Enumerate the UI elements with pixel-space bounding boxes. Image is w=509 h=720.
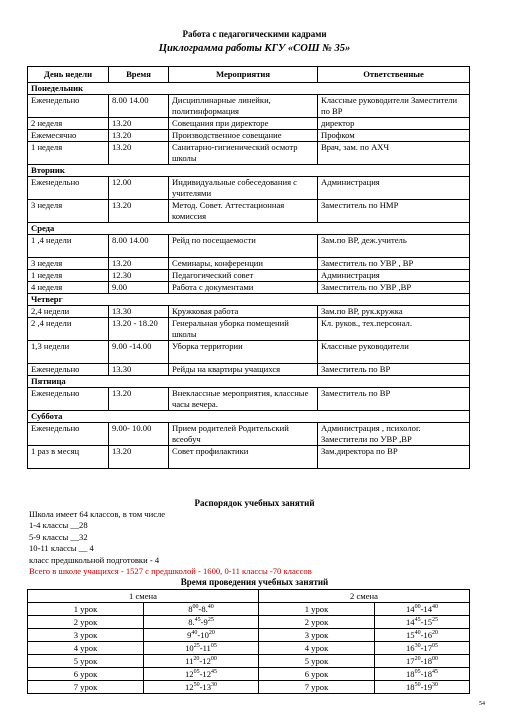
- time-minutes: 00: [192, 603, 199, 610]
- activity-cell: Уборка территории: [169, 341, 318, 364]
- lesson-row: [28, 642, 470, 655]
- lesson-time: [375, 629, 470, 642]
- activity-cell: Семинары, конференции: [169, 258, 318, 270]
- time-cell: 9.00- 10.00: [109, 423, 169, 446]
- table-row: [28, 258, 470, 270]
- period-cell: Еженедельно: [28, 423, 109, 446]
- activity-cell: Кружковая работа: [169, 306, 318, 318]
- lesson-label: [28, 629, 144, 642]
- lesson-name: 6 урок: [304, 668, 329, 679]
- time-minutes: 40: [432, 603, 439, 610]
- day-label: Четверг: [28, 294, 470, 306]
- lesson-row: [28, 681, 470, 694]
- time-minutes: 40: [414, 629, 421, 636]
- responsible-cell: Зам.по ВР, рук.кружка: [318, 306, 470, 318]
- lesson-name: 7 урок: [73, 681, 98, 692]
- responsible-cell: Профком: [318, 130, 470, 142]
- period-cell: Еженедельно: [28, 388, 109, 411]
- time-hours: -11: [199, 642, 211, 653]
- lesson-name: 5 урок: [304, 655, 329, 666]
- time-hours: -13: [199, 681, 212, 692]
- time-cell: 13.20: [109, 142, 169, 165]
- lesson-name: 7 урок: [304, 681, 329, 692]
- time-minutes: 20: [208, 629, 215, 636]
- time-minutes: 45: [432, 668, 439, 675]
- lesson-label: [259, 681, 375, 694]
- period-cell: Ежемесячно: [28, 130, 109, 142]
- responsible-cell: Классные руководители: [318, 341, 470, 364]
- responsible-cell: Зам.по ВР, деж.учитель: [318, 235, 470, 258]
- activity-cell: Дисциплинарные линейки, политинформация: [169, 95, 318, 118]
- lesson-name: 3 урок: [304, 629, 329, 640]
- period-cell: Еженедельно: [28, 177, 109, 200]
- time-minutes: 05: [432, 642, 439, 649]
- period-cell: 2 неделя: [28, 118, 109, 130]
- day-header-row: [28, 83, 470, 95]
- time-minutes: 30: [211, 681, 218, 688]
- time-cell: 13.20: [109, 118, 169, 130]
- lesson-name: 1 урок: [304, 603, 329, 614]
- table-header-row: [28, 67, 470, 83]
- lessons-table: [27, 589, 470, 694]
- time-hours: -9: [200, 616, 208, 627]
- time-hours: 16: [405, 642, 415, 653]
- time-hours: -18: [420, 655, 433, 666]
- activity-cell: Работа с документами: [169, 282, 318, 294]
- time-hours: 11: [185, 655, 194, 666]
- activity-cell: Совещания при директоре: [169, 118, 318, 130]
- routine-line: Школа имеет 64 классов, в том числе: [29, 509, 166, 519]
- period-cell: 3 неделя: [28, 258, 109, 270]
- lesson-label: [259, 629, 375, 642]
- table-row: [28, 270, 470, 282]
- lesson-time: [144, 616, 259, 629]
- day-label: Суббота: [28, 411, 470, 423]
- lesson-label: [28, 616, 144, 629]
- shift1-header: 1 смена: [28, 590, 259, 603]
- lesson-label: [259, 642, 375, 655]
- lesson-label: [259, 655, 375, 668]
- lessons-title: Время проведения учебных занятий: [180, 577, 329, 587]
- lesson-time: [144, 629, 259, 642]
- lesson-time: [375, 681, 470, 694]
- day-header-row: [28, 376, 470, 388]
- responsible-cell: Врач, зам. по АХЧ: [318, 142, 470, 165]
- time-cell: 13.30: [109, 364, 169, 376]
- time-minutes: 30: [414, 642, 421, 649]
- period-cell: 4 неделя: [28, 282, 109, 294]
- time-hours: 14: [405, 616, 415, 627]
- lesson-label: [28, 668, 144, 681]
- lesson-row: [28, 655, 470, 668]
- table-row: [28, 130, 470, 142]
- day-label: Пятница: [28, 376, 470, 388]
- table-row: [28, 282, 470, 294]
- period-cell: 1,3 недели: [28, 341, 109, 364]
- time-hours: 15: [405, 629, 415, 640]
- lesson-row: [28, 668, 470, 681]
- period-cell: 3 неделя: [28, 200, 109, 223]
- time-minutes: 40: [207, 603, 214, 610]
- lesson-time: [375, 603, 470, 616]
- time-cell: 13.20: [109, 388, 169, 411]
- time-hours: 12: [184, 668, 194, 679]
- time-hours: 8: [188, 603, 193, 614]
- total-students-line: Всего в школе учащихся - 1527 с предшколой - 1600, 0-11 классы -70 классов: [29, 566, 312, 577]
- activity-cell: Производственное совещание: [169, 130, 318, 142]
- time-minutes: 45: [414, 616, 421, 623]
- routine-line: класс предшкольной подготовки - 4: [29, 554, 160, 565]
- time-cell: 12.00: [109, 177, 169, 200]
- time-hours: -12: [199, 668, 212, 679]
- time-hours: 12: [184, 681, 194, 692]
- lesson-label: [259, 603, 375, 616]
- responsible-cell: Зам.директора по ВР: [318, 446, 470, 469]
- time-minutes: 00: [210, 655, 217, 662]
- table-row: [28, 388, 470, 411]
- time-hours: -12: [199, 655, 211, 666]
- time-minutes: 50: [193, 681, 200, 688]
- period-cell: 1 ,4 недели: [28, 235, 109, 258]
- lesson-name: 5 урок: [73, 655, 98, 666]
- time-hours: -8.: [198, 603, 208, 614]
- table-row: [28, 423, 470, 446]
- lesson-row: [28, 629, 470, 642]
- routine-line: 5-9 классы __32: [29, 531, 88, 542]
- time-cell: 13.20: [109, 446, 169, 469]
- time-minutes: 40: [191, 629, 198, 636]
- lesson-row: [28, 616, 470, 629]
- lesson-time: [144, 668, 259, 681]
- time-minutes: 00: [432, 655, 439, 662]
- lesson-label: [259, 668, 375, 681]
- responsible-cell: Администрация: [318, 177, 470, 200]
- time-minutes: 05: [193, 668, 200, 675]
- time-cell: 12.30: [109, 270, 169, 282]
- lesson-time: [375, 616, 470, 629]
- lesson-time: [375, 655, 470, 668]
- activity-cell: Индивидуальные собеседования с учителями: [169, 177, 318, 200]
- table-row: [28, 306, 470, 318]
- time-hours: 14: [405, 603, 415, 614]
- time-minutes: 45: [211, 668, 218, 675]
- time-hours: -14: [420, 603, 433, 614]
- time-cell: 9.00: [109, 282, 169, 294]
- section-title: Работа с педагогическими кадрами: [182, 29, 327, 39]
- table-row: [28, 142, 470, 165]
- activity-cell: Совет профилактики: [169, 446, 318, 469]
- activity-cell: Санитарно-гигиенический осмотр школы: [169, 142, 318, 165]
- day-header-row: [28, 165, 470, 177]
- responsible-cell: Заместитель по ВР: [318, 364, 470, 376]
- activity-cell: Внеклассные мероприятия, классные часы вечера.: [169, 388, 318, 411]
- table-row: [28, 95, 470, 118]
- table-row: [28, 318, 470, 341]
- time-cell: 13.20 - 18.20: [109, 318, 169, 341]
- table-row: [28, 341, 470, 364]
- time-minutes: 50: [414, 681, 421, 688]
- responsible-cell: директор: [318, 118, 470, 130]
- responsible-cell: Заместитель по УВР ,ВР: [318, 282, 470, 294]
- lesson-label: [28, 655, 144, 668]
- time-minutes: 25: [207, 616, 214, 623]
- lesson-time: [144, 642, 259, 655]
- table-row: [28, 364, 470, 376]
- time-minutes: 05: [414, 668, 421, 675]
- page-number: 54: [479, 701, 485, 707]
- lesson-label: [28, 642, 144, 655]
- column-header: Время: [109, 67, 169, 83]
- time-hours: -15: [420, 616, 433, 627]
- column-header: День недели: [28, 67, 109, 83]
- time-minutes: 30: [432, 681, 439, 688]
- lesson-row: [28, 603, 470, 616]
- time-hours: 10: [185, 642, 194, 653]
- time-minutes: 00: [414, 603, 421, 610]
- routine-info: [29, 509, 312, 577]
- time-cell: 13.20: [109, 258, 169, 270]
- lesson-label: [28, 603, 144, 616]
- lesson-time: [144, 681, 259, 694]
- time-minutes: 05: [210, 642, 217, 649]
- time-cell: 13.20: [109, 200, 169, 223]
- lesson-time: [144, 655, 259, 668]
- cyclogram-table: [27, 66, 470, 469]
- lesson-name: 4 урок: [304, 642, 329, 653]
- routine-line: 1-4 классы __28: [29, 520, 88, 531]
- column-header: Ответственные: [318, 67, 470, 83]
- time-minutes: 20: [193, 655, 200, 662]
- day-label: Среда: [28, 223, 470, 235]
- time-minutes: 25: [432, 616, 439, 623]
- lesson-name: 1 урок: [73, 603, 98, 614]
- table-row: [28, 446, 470, 469]
- time-cell: 13.20: [109, 130, 169, 142]
- responsible-cell: Кл. руков., тех.персонал.: [318, 318, 470, 341]
- lesson-name: 6 урок: [73, 668, 98, 679]
- day-label: Понедельник: [28, 83, 470, 95]
- activity-cell: Генеральная уборка помещений школы: [169, 318, 318, 341]
- lesson-time: [375, 668, 470, 681]
- time-minutes: 25: [193, 642, 200, 649]
- lesson-label: [259, 616, 375, 629]
- time-minutes: 20: [432, 629, 439, 636]
- lesson-name: 2 урок: [304, 616, 329, 627]
- period-cell: 2 ,4 недели: [28, 318, 109, 341]
- cyclogram-title: Циклограмма работы КГУ «СОШ № 35»: [158, 43, 351, 54]
- time-cell: 13.30: [109, 306, 169, 318]
- activity-cell: Рейд по посещаемости: [169, 235, 318, 258]
- time-hours: 9: [187, 629, 192, 640]
- time-hours: -17: [420, 642, 433, 653]
- period-cell: Еженедельно: [28, 364, 109, 376]
- column-header: Мероприятия: [169, 67, 318, 83]
- shift-header-row: [28, 590, 470, 603]
- table-row: [28, 235, 470, 258]
- time-cell: 9.00 -14.00: [109, 341, 169, 364]
- time-hours: -18: [420, 668, 433, 679]
- day-header-row: [28, 294, 470, 306]
- responsible-cell: Администрация , психолог. Заместители по УВР ,ВР: [318, 423, 470, 446]
- responsible-cell: Классные руководители Заместители по ВР: [318, 95, 470, 118]
- period-cell: Еженедельно: [28, 95, 109, 118]
- time-hours: -16: [420, 629, 433, 640]
- time-minutes: 20: [414, 655, 421, 662]
- lesson-time: [144, 603, 259, 616]
- period-cell: 1 раз в месяц: [28, 446, 109, 469]
- lesson-time: [375, 642, 470, 655]
- table-row: [28, 177, 470, 200]
- day-label: Вторник: [28, 165, 470, 177]
- lesson-label: [28, 681, 144, 694]
- activity-cell: Педагогический совет: [169, 270, 318, 282]
- shift2-header: 2 смена: [259, 590, 470, 603]
- time-minutes: 45: [194, 616, 201, 623]
- period-cell: 1 неделя: [28, 142, 109, 165]
- responsible-cell: Заместитель по НМР: [318, 200, 470, 223]
- activity-cell: Прием родителей Родительский всеобуч: [169, 423, 318, 446]
- period-cell: 1 неделя: [28, 270, 109, 282]
- time-hours: 8.: [188, 616, 195, 627]
- routine-title: Распорядок учебных занятий: [194, 498, 315, 508]
- table-row: [28, 118, 470, 130]
- lesson-name: 3 урок: [73, 629, 98, 640]
- responsible-cell: Заместитель по ВР: [318, 388, 470, 411]
- time-hours: -10: [197, 629, 209, 640]
- responsible-cell: Заместитель по УВР , ВР: [318, 258, 470, 270]
- time-cell: 8.00 14.00: [109, 235, 169, 258]
- activity-cell: Метод. Совет. Аттестационная комиссия: [169, 200, 318, 223]
- routine-line: 10-11 классы __ 4: [29, 543, 94, 554]
- time-hours: 18: [405, 668, 415, 679]
- activity-cell: Рейды на квартиры учащихся: [169, 364, 318, 376]
- time-hours: 18: [405, 681, 415, 692]
- period-cell: 2,4 недели: [28, 306, 109, 318]
- day-header-row: [28, 223, 470, 235]
- responsible-cell: Администрация: [318, 270, 470, 282]
- lesson-name: 2 урок: [73, 616, 98, 627]
- time-hours: 17: [405, 655, 415, 666]
- time-hours: -19: [420, 681, 433, 692]
- day-header-row: [28, 411, 470, 423]
- time-cell: 8.00 14.00: [109, 95, 169, 118]
- table-row: [28, 200, 470, 223]
- lesson-name: 4 урок: [73, 642, 98, 653]
